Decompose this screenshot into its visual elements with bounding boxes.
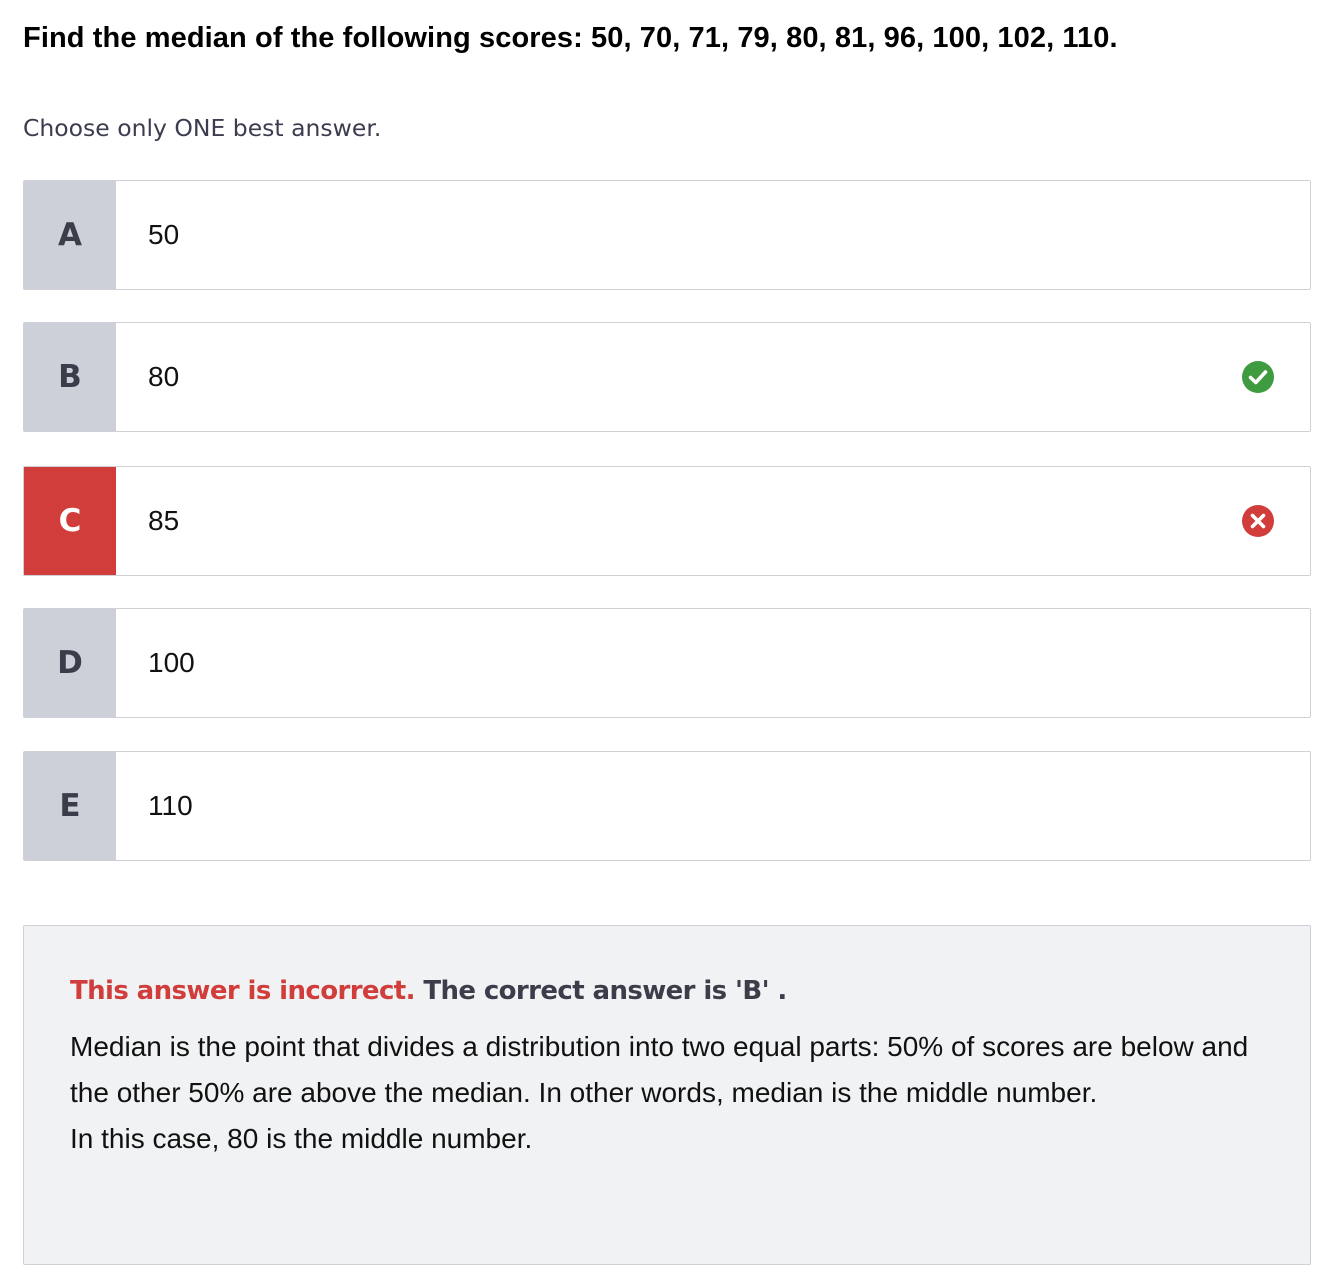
feedback-verdict bbox=[70, 976, 1264, 1006]
check-circle-icon bbox=[1240, 359, 1276, 395]
question-text: Find the median of the following scores: 50, 70, 71, 79, 80, 81, 96, 100, 102, 110. bbox=[23, 22, 1118, 54]
option-e[interactable] bbox=[23, 751, 1311, 861]
option-a[interactable] bbox=[23, 180, 1311, 290]
option-value: 100 bbox=[148, 647, 195, 678]
option-letter: E bbox=[24, 752, 116, 860]
explanation-text bbox=[70, 1024, 1264, 1162]
option-value: 80 bbox=[148, 361, 180, 392]
option-b[interactable] bbox=[23, 322, 1311, 432]
option-d[interactable] bbox=[23, 608, 1311, 718]
option-c[interactable] bbox=[23, 466, 1311, 576]
option-letter: A bbox=[24, 181, 116, 289]
incorrect-label: This answer is incorrect. bbox=[70, 976, 415, 1006]
explanation-paragraph: Median is the point that divides a distribution into two equal parts: 50% of scores are below and the other 50% are above the median. In other words, median is the middle number. bbox=[70, 1031, 1249, 1108]
option-letter: C bbox=[24, 467, 116, 575]
option-value: 110 bbox=[148, 790, 193, 821]
option-value: 85 bbox=[148, 505, 180, 536]
option-letter: B bbox=[24, 323, 116, 431]
option-letter: D bbox=[24, 609, 116, 717]
explanation-conclusion: In this case, 80 is the middle number. bbox=[70, 1123, 533, 1154]
feedback-panel bbox=[23, 925, 1311, 1265]
correct-answer-label: The correct answer is 'B' . bbox=[414, 976, 787, 1006]
x-circle-icon bbox=[1240, 503, 1276, 539]
instruction-text: Choose only ONE best answer. bbox=[23, 114, 382, 142]
option-value: 50 bbox=[148, 219, 180, 250]
